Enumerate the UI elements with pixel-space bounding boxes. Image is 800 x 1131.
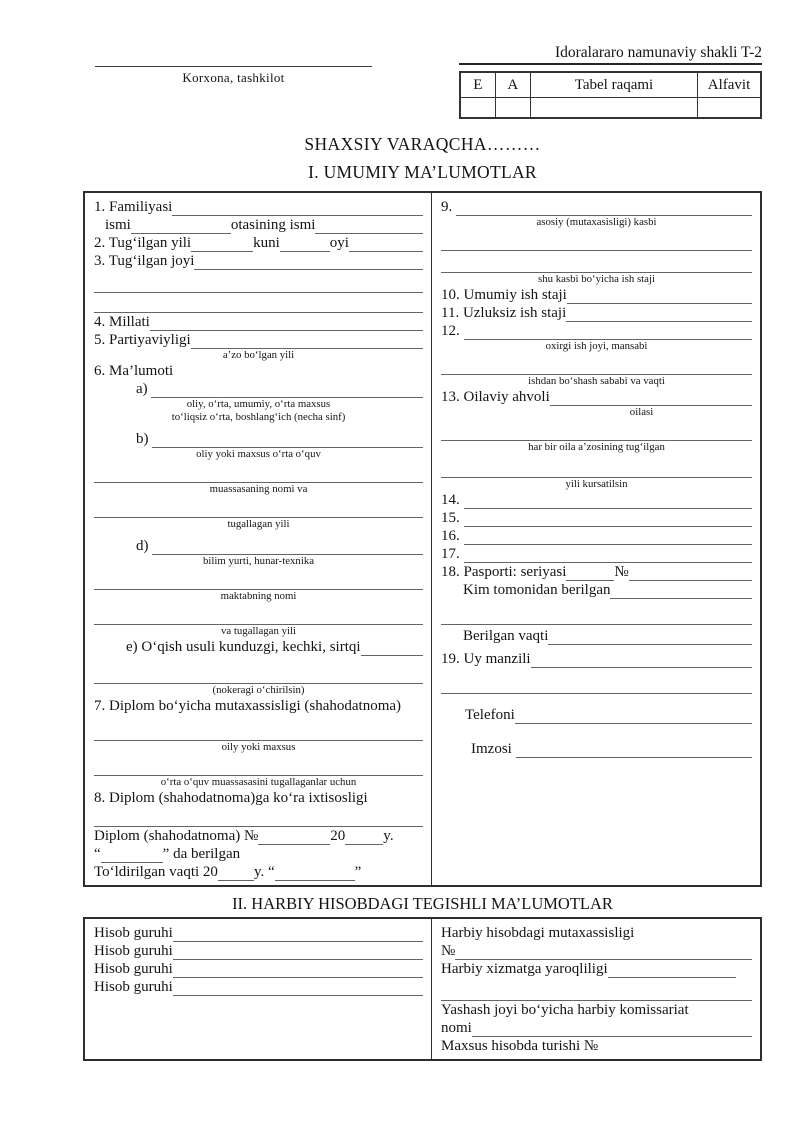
field-label: 10. Umumiy ish staji: [441, 287, 567, 303]
blank-underline: [441, 690, 752, 694]
field-label: №: [441, 943, 456, 959]
field-hint: muassasaning nomi va: [209, 483, 308, 495]
code-table-header-tabel: Tabel raqami: [530, 72, 697, 98]
blank-line: [94, 500, 423, 518]
field-label: 15.: [441, 510, 464, 526]
form-row: [441, 706, 752, 724]
form-row: [94, 380, 423, 398]
form-row: [441, 491, 752, 509]
field-hint: oilasi: [629, 406, 654, 418]
code-table-header-row: [460, 72, 761, 98]
form-row: [441, 650, 752, 668]
field-label: Yashash joyi bo‘yicha harbiy komissariat: [441, 1002, 689, 1018]
code-table-empty-e: [460, 98, 495, 119]
form-row: [94, 845, 423, 863]
form-row: [94, 960, 423, 978]
field-label: Harbiy hisobdagi mutaxassisligi: [441, 925, 635, 941]
form-row: [441, 388, 752, 406]
form-row: [94, 362, 423, 380]
blank-underline: [464, 541, 753, 545]
blank-underline: [280, 248, 330, 252]
form-row: [94, 638, 423, 656]
blank-line: [94, 295, 423, 313]
field-label: Imzosi: [471, 741, 516, 757]
form-row: [94, 313, 423, 331]
code-table-header-alfavit: Alfavit: [698, 72, 761, 98]
form-row: [94, 216, 423, 234]
blank-line: [441, 255, 752, 273]
form-row: [441, 1019, 752, 1037]
form-row: [441, 1037, 752, 1055]
section2-right-column: [432, 919, 760, 1059]
blank-underline: [345, 841, 383, 845]
field-hint: maktabning nomi: [220, 590, 297, 602]
spacer: [441, 668, 752, 676]
blank-underline: [608, 974, 736, 978]
blank-underline: [361, 652, 423, 656]
field-hint: va tugallagan yili: [221, 625, 296, 637]
blank-underline: [173, 956, 423, 960]
form-row: [94, 430, 423, 448]
blank-underline: [349, 248, 423, 252]
blank-line: [94, 758, 423, 776]
spacer: [441, 599, 752, 607]
blank-underline: [150, 327, 423, 331]
field-label: Hisob guruhi: [94, 961, 173, 977]
blank-underline: [194, 266, 423, 270]
form-row: [441, 960, 752, 978]
blank-underline: [191, 248, 253, 252]
blank-underline: [548, 641, 752, 645]
field-label: 18. Pasporti: seriyasi: [441, 564, 567, 580]
field-label: 7. Diplom bo‘yicha mutaxassisligi (shahodatnoma): [94, 698, 402, 714]
section1-left-column: [85, 193, 432, 885]
spacer: [94, 715, 423, 723]
field-label: Telefoni: [465, 707, 515, 723]
field-label: 3. Tug‘ilgan joyi: [94, 253, 195, 269]
field-hint: ishdan bo‘shash sababi va vaqti: [528, 375, 665, 387]
form-row: [94, 827, 423, 845]
form-row: [441, 527, 752, 545]
field-hint: oliy yoki maxsus o‘rta o‘quv: [196, 448, 321, 460]
field-label: a): [136, 381, 152, 397]
field-hint: har bir oila a’zosining tug‘ilgan: [528, 441, 665, 453]
field-label: ismi: [105, 217, 131, 233]
blank-line: [94, 607, 423, 625]
blank-line: [441, 233, 752, 251]
field-label: 17.: [441, 546, 464, 562]
field-label: 16.: [441, 528, 464, 544]
form-title: SHAXSIY VARAQCHA………: [304, 134, 541, 154]
field-hint: yili kursatilsin: [565, 478, 628, 490]
field-hint: oxirgi ish joyi, mansabi: [545, 340, 648, 352]
form-row: [441, 509, 752, 527]
field-label: 12.: [441, 323, 464, 339]
form-row: [441, 1001, 752, 1019]
blank-underline: [173, 992, 423, 996]
form-row: [441, 924, 752, 942]
form-row: [94, 978, 423, 996]
blank-line: [94, 465, 423, 483]
field-label: To‘ldirilgan vaqti 20: [94, 864, 218, 880]
field-label: otasining ismi: [230, 217, 316, 233]
field-label: kuni: [253, 235, 280, 251]
field-hint: a’zo bo‘lgan yili: [222, 349, 295, 361]
field-label: 2. Tug‘ilgan yili: [94, 235, 192, 251]
form-row: [441, 563, 752, 581]
field-label: b): [136, 431, 153, 447]
organization-line: [95, 60, 372, 67]
field-label: 14.: [441, 492, 464, 508]
form-row: [94, 789, 423, 807]
field-label: nomi: [441, 1020, 472, 1036]
field-label: 19. Uy manzili: [441, 651, 531, 667]
field-hint: to‘liqsiz o‘rta, boshlang‘ich (necha sinf): [171, 411, 346, 423]
form-code-block: [459, 44, 762, 119]
field-label: 5. Partiyaviyligi: [94, 332, 191, 348]
form-row: [441, 942, 752, 960]
section1-title: I. UMUMIY MA’LUMOTLAR: [308, 162, 537, 182]
form-row: [94, 863, 423, 881]
field-hint: oily yoki maxsus: [221, 741, 296, 753]
field-label: Diplom (shahodatnoma) №: [94, 828, 259, 844]
page-header: [0, 0, 800, 119]
blank-underline: [218, 877, 254, 881]
organization-block: [95, 44, 372, 86]
field-label: 13. Oilaviy ahvoli: [441, 389, 550, 405]
section2-title-block: [83, 894, 762, 914]
field-label: ”: [354, 864, 362, 880]
section1-table: [83, 191, 762, 887]
field-label: Hisob guruhi: [94, 943, 173, 959]
field-label: №: [614, 564, 629, 580]
blank-line: [94, 809, 423, 827]
field-hint: tugallagan yili: [227, 518, 290, 530]
field-label: Harbiy xizmatga yaroqliligi: [441, 961, 608, 977]
blank-line: [441, 423, 752, 441]
spacer: [94, 656, 423, 666]
blank-underline: [173, 938, 423, 942]
field-hint: o‘rta o‘quv muassasasini tugallaganlar uchun: [160, 776, 357, 788]
blank-underline: [464, 505, 753, 509]
blank-underline: [531, 664, 752, 668]
blank-underline: [441, 621, 752, 625]
blank-underline: [566, 318, 752, 322]
field-label: 1. Familiyasi: [94, 199, 173, 215]
titles-block: [83, 134, 762, 183]
section1-right-column: [432, 193, 760, 885]
form-row: [94, 537, 423, 555]
spacer: [441, 724, 752, 740]
field-label: 11. Uzluksiz ish staji: [441, 305, 567, 321]
code-table-empty-row: [460, 98, 761, 119]
field-label: 9.: [441, 199, 456, 215]
field-hint: (nokeragi o‘chirilsin): [212, 684, 305, 696]
blank-underline: [610, 595, 752, 599]
blank-line: [94, 723, 423, 741]
blank-underline: [258, 841, 330, 845]
blank-underline: [516, 754, 752, 758]
section2-title: II. HARBIY HISOBDAGI TEGISHLI MA’LUMOTLAR: [232, 894, 613, 913]
field-label: 8. Diplom (shahodatnoma)ga ko‘ra ixtisosligi: [94, 790, 368, 806]
field-label: y.: [383, 828, 394, 844]
form-row: [441, 627, 752, 645]
blank-line: [94, 275, 423, 293]
blank-underline: [441, 247, 752, 251]
blank-underline: [515, 720, 752, 724]
field-label: 4. Millati: [94, 314, 150, 330]
form-row: [94, 331, 423, 349]
form-row: [441, 740, 752, 758]
field-label: Hisob guruhi: [94, 925, 173, 941]
code-table-header-e: E: [460, 72, 495, 98]
form-row: [94, 252, 423, 270]
field-label: ” da berilgan: [162, 846, 241, 862]
code-table-empty-tabel: [530, 98, 697, 119]
field-label: Berilgan vaqti: [463, 628, 549, 644]
field-label: 20: [330, 828, 346, 844]
field-hint: oliy, o‘rta, umumiy, o‘rta maxsus: [186, 398, 331, 410]
form-row: [94, 234, 423, 252]
field-label: Hisob guruhi: [94, 979, 173, 995]
section2-left-column: [85, 919, 432, 1059]
form-row: [94, 924, 423, 942]
blank-line: [441, 460, 752, 478]
field-hint: shu kasbi bo‘yicha ish staji: [538, 273, 655, 285]
code-table-header-a: A: [495, 72, 530, 98]
form-row: [441, 304, 752, 322]
blank-underline: [567, 300, 752, 304]
code-table: [459, 71, 762, 119]
form-row: [441, 545, 752, 563]
spacer: [441, 694, 752, 706]
blank-line: [441, 983, 752, 1001]
form-row: [441, 322, 752, 340]
organization-label: Korxona, tashkilot: [182, 70, 285, 85]
blank-underline: [464, 523, 753, 527]
blank-line: [94, 666, 423, 684]
blank-line: [441, 357, 752, 375]
field-label: y. “: [253, 864, 275, 880]
field-label: Kim tomonidan berilgan: [463, 582, 611, 598]
blank-underline: [629, 577, 752, 581]
field-hint: bilim yurti, hunar-texnika: [202, 555, 315, 567]
form-code: Idoralararo namunaviy shakli T-2: [459, 44, 762, 65]
field-label: e) O‘qish usuli kunduzgi, kechki, sirtqi: [126, 639, 361, 655]
code-table-empty-alfavit: [698, 98, 761, 119]
field-label: d): [136, 538, 153, 554]
form-row: [441, 198, 752, 216]
blank-underline: [94, 289, 423, 293]
section2-table: [83, 917, 762, 1061]
form-row: [94, 198, 423, 216]
blank-line: [94, 572, 423, 590]
blank-line: [441, 676, 752, 694]
field-label: Maxsus hisobda turishi №: [441, 1038, 599, 1054]
form-row: [441, 286, 752, 304]
form-row: [94, 697, 423, 715]
form-row: [441, 581, 752, 599]
code-table-empty-a: [495, 98, 530, 119]
field-label: 6. Ma’lumoti: [94, 363, 174, 379]
blank-underline: [173, 974, 423, 978]
form-row: [94, 942, 423, 960]
blank-underline: [275, 877, 355, 881]
field-label: “: [94, 846, 101, 862]
field-hint: asosiy (mutaxasisligi) kasbi: [536, 216, 657, 228]
blank-line: [441, 607, 752, 625]
field-label: oyi: [329, 235, 349, 251]
